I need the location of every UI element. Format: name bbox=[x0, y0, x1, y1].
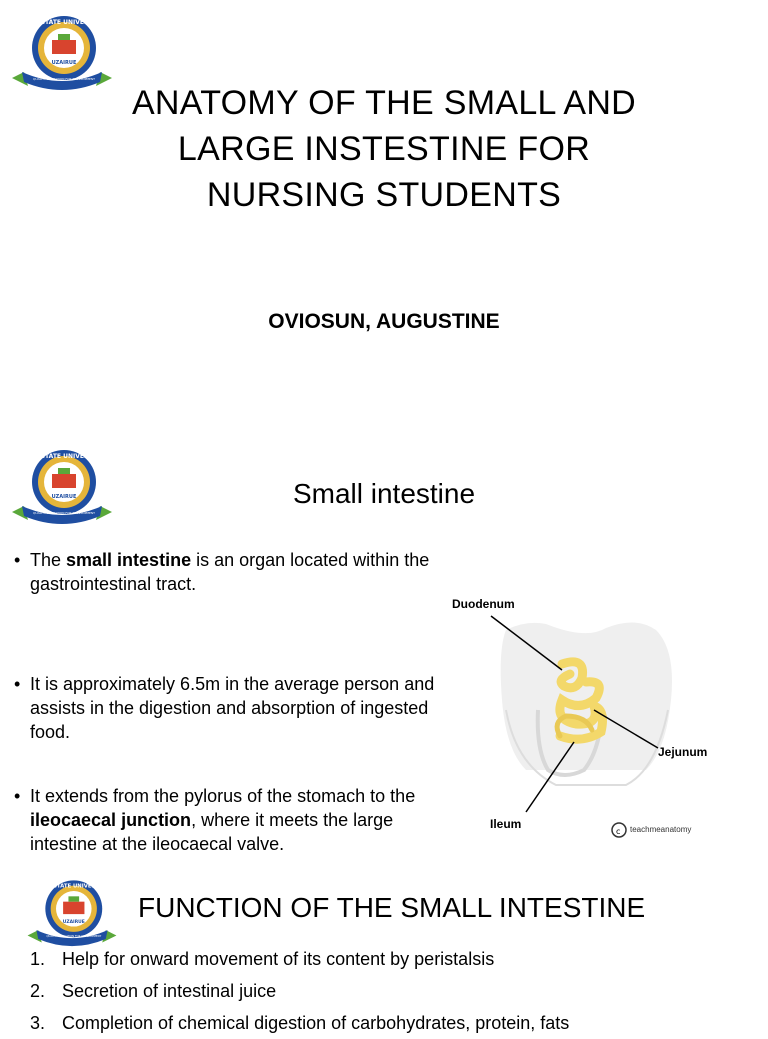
logo-motto-text: QUALITY EDUCATION FOR DEVELOPMENT bbox=[33, 511, 95, 515]
function-list bbox=[30, 943, 750, 1039]
intestine-illustration-icon bbox=[436, 590, 736, 840]
svg-text:c: c bbox=[616, 827, 621, 836]
figure-credit: teachmeanatomy bbox=[630, 825, 692, 834]
title-slide bbox=[0, 0, 768, 420]
bullet-item: • The small intestine is an organ located within the gastrointestinal tract. bbox=[14, 550, 430, 594]
title-line: NURSING STUDENTS bbox=[206, 176, 562, 214]
logo-motto-text: QUALITY EDUCATION FOR DEVELOPMENT bbox=[46, 935, 102, 939]
logo-name-text: UZAIRUE bbox=[51, 60, 77, 66]
small-intestine-figure bbox=[436, 590, 736, 840]
jejunum-label: Jejunum bbox=[658, 745, 708, 759]
slide3-title: FUNCTION OF THE SMALL INTESTINE bbox=[138, 892, 646, 923]
university-logo bbox=[24, 878, 120, 952]
title-line: ANATOMY OF THE SMALL AND bbox=[131, 84, 637, 122]
logo-emblem-icon bbox=[24, 878, 120, 952]
title-line: LARGE INSTESTINE FOR bbox=[177, 130, 591, 168]
logo-ring-text: EDO STATE UNIVERSITY bbox=[38, 883, 109, 890]
logo-name-text: UZAIRUE bbox=[51, 494, 77, 500]
logo-ring-text: EDO STATE UNIVERSITY bbox=[24, 453, 104, 460]
ileum-label: Ileum bbox=[490, 817, 522, 831]
author-name: OVIOSUN, AUGUSTINE bbox=[268, 310, 500, 333]
bullet-item: • It extends from the pylorus of the stomach to the ileocaecal junction, where it meets the large intestine at the ileocaecal valve. bbox=[14, 786, 416, 854]
logo-name-text: UZAIRUE bbox=[62, 920, 85, 925]
list-item: 1. Help for onward movement of its content by peristalsis bbox=[30, 949, 495, 969]
slide2-title: Small intestine bbox=[292, 478, 476, 509]
logo-motto-text: QUALITY EDUCATION FOR DEVELOPMENT bbox=[33, 77, 95, 81]
list-item: 2. Secretion of intestinal juice bbox=[30, 981, 277, 1001]
duodenum-label: Duodenum bbox=[452, 597, 515, 611]
list-item: 3. Completion of chemical digestion of carbohydrates, protein, fats bbox=[30, 1013, 570, 1033]
bullet-item: • It is approximately 6.5m in the average person and assists in the digestion and absorption of ingested food. bbox=[14, 674, 435, 742]
logo-ring-text: EDO STATE UNIVERSITY bbox=[24, 19, 104, 26]
slide1-title bbox=[60, 80, 708, 218]
